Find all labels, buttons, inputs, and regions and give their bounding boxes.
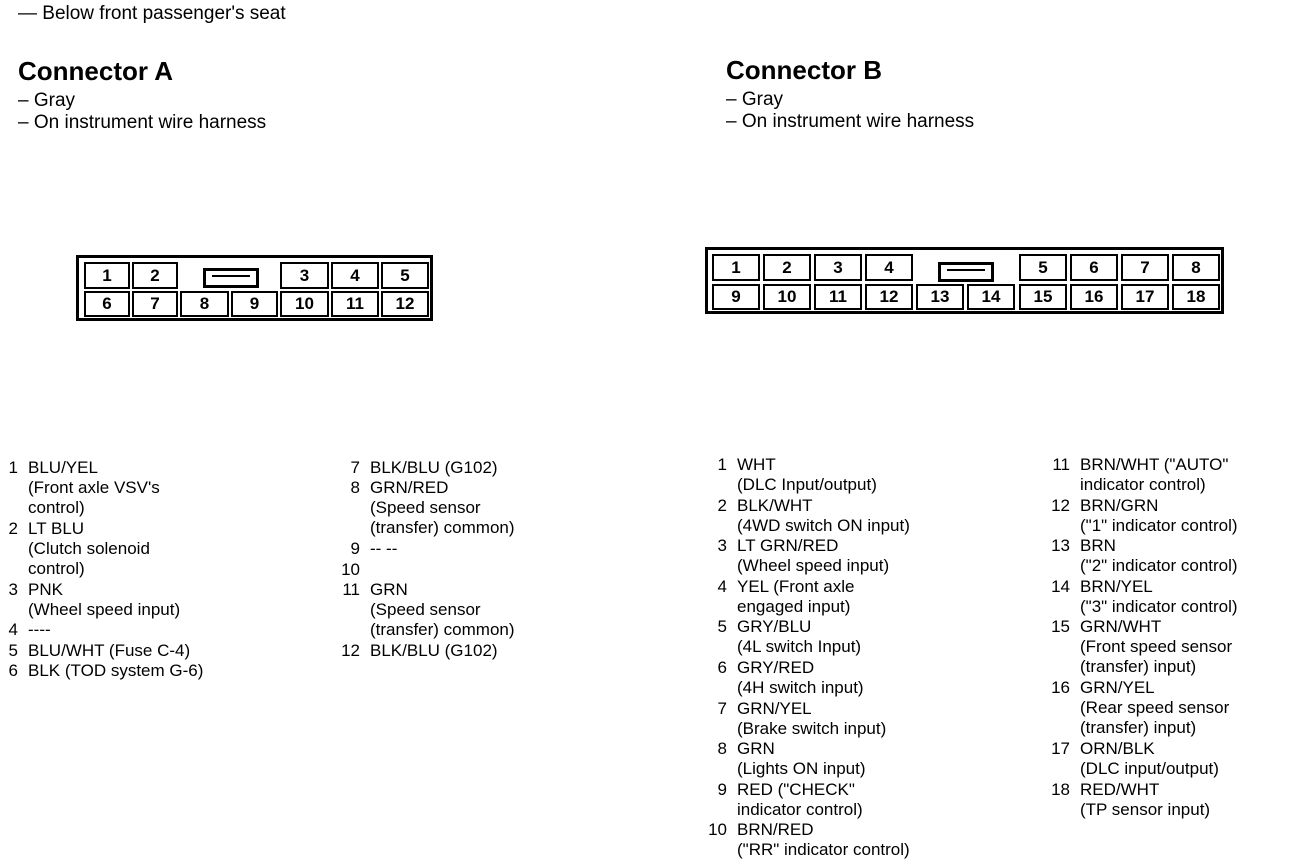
pin-function: (Wheel speed input) [737,556,890,576]
wire-color: RED/WHT [1080,779,1160,799]
wire-color: BRN/WHT ("AUTO" [1080,455,1229,474]
wire-color: GRN [370,579,408,599]
pin-number: 8 [350,478,360,498]
wire-color: ORN/BLK [1080,739,1155,759]
wire-color: PNK [28,579,63,599]
connector-a-pin-3: 3 [280,262,329,289]
pin-function: (transfer) common) [370,518,515,538]
pin-number: 5 [8,640,18,660]
wire-color: RED ("CHECK" [737,779,855,799]
wire-color: BLK/WHT [737,495,813,515]
wire-color: BRN/RED [737,820,814,840]
wire-color: GRN/YEL [737,698,812,718]
pin-function: (4WD switch ON input) [737,515,910,535]
wire-color: BRN/YEL [1080,576,1153,596]
connector-a-pin-11: 11 [331,291,379,317]
pin-function: indicator control) [737,799,863,819]
connector-b-pin-6: 6 [1070,254,1118,281]
pin-number: 17 [1051,739,1070,759]
pin-number: 1 [8,458,18,477]
connector-b-pin-4: 4 [865,254,913,281]
connector-a-pin-2: 2 [132,262,178,289]
wire-color: LT GRN/RED [737,536,839,556]
connector-a-pin-1: 1 [84,262,130,289]
connector-b-pin-2: 2 [763,254,811,281]
wire-color: BLK/BLU (G102) [370,640,498,660]
pin-number: 4 [8,620,18,640]
pin-number: 3 [8,579,18,599]
pin-function: (DLC input/output) [1080,759,1219,779]
connector-a-pin-12: 12 [381,291,429,317]
pin-number: 16 [1051,678,1070,698]
connector-b-pin-9: 9 [712,284,760,310]
connector-b-pin-8: 8 [1172,254,1220,281]
connector-b-diagram [705,247,1224,314]
pin-number: 3 [717,536,727,556]
pin-number: 2 [717,495,727,515]
connector-b-pin-5: 5 [1019,254,1067,281]
connector-a-pin-4: 4 [331,262,379,289]
pin-number: 7 [717,698,727,718]
wire-color: BLU/WHT (Fuse C-4) [28,640,191,660]
pin-function: (DLC Input/output) [737,475,877,494]
pin-number: 10 [341,559,360,579]
connector-b-location: – On instrument wire harness [726,111,975,132]
pin-number: 10 [708,820,727,840]
pin-function: (4H switch input) [737,678,864,697]
pin-number: 2 [8,518,18,538]
pin-number: 12 [1051,495,1070,515]
wire-color: BLU/YEL [28,458,98,477]
wire-color: YEL (Front axle [737,576,855,596]
pin-function: ("RR" indicator control) [737,840,910,860]
pin-number: 5 [717,617,727,637]
connector-a-pin-8: 8 [180,291,229,317]
connector-b-pin-1: 1 [712,254,760,281]
connector-a-latch [203,268,259,288]
connector-b-pin-14: 14 [967,284,1015,310]
connector-b-pin-11: 11 [814,284,862,310]
pin-function: (Brake switch input) [737,718,887,738]
wire-color: GRN [737,739,775,759]
connector-a-pin-10: 10 [280,291,329,317]
pin-number: 6 [8,661,18,680]
connector-b-pin-3: 3 [814,254,862,281]
pin-number: 14 [1051,576,1070,596]
pin-function: (transfer) input) [1080,657,1197,677]
connector-b-color: – Gray [726,89,784,110]
pin-function: control) [28,558,85,578]
pin-number: 15 [1051,617,1070,637]
wire-color: BLK (TOD system G-6) [28,661,204,680]
wire-color: ---- [28,620,51,640]
connector-b-pin-12: 12 [865,284,913,310]
connector-a-pin-9: 9 [231,291,278,317]
pin-function: control) [28,498,85,517]
top-note: — Below front passenger's seat [18,3,286,24]
pin-function: (Rear speed sensor [1080,698,1230,718]
wire-color: GRY/BLU [737,617,812,637]
pin-number: 8 [717,739,727,759]
pin-function: (Lights ON input) [737,759,866,779]
connector-a-title: Connector A [18,56,174,86]
connector-b-pin-18: 18 [1172,284,1220,310]
pin-function: ("3" indicator control) [1080,596,1238,616]
connector-b-latch [938,262,994,282]
pin-function: (TP sensor input) [1080,799,1211,819]
connector-a-diagram [76,255,433,321]
wire-color: BRN/GRN [1080,495,1159,515]
wire-color: GRN/WHT [1080,617,1162,637]
connector-a-pin-5: 5 [381,262,429,289]
pin-function: indicator control) [1080,475,1206,494]
connector-b-pin-13: 13 [916,284,964,310]
pin-number: 9 [717,779,727,799]
connector-a-color: – Gray [18,90,76,111]
pin-number: 1 [717,455,727,474]
pin-function: (transfer) common) [370,619,515,639]
pin-function: (Clutch solenoid [28,538,150,558]
wire-color: -- -- [370,539,398,559]
pin-number: 7 [350,458,360,477]
pin-function: (transfer) input) [1080,718,1197,738]
pin-function: (Front axle VSV's [28,478,160,497]
wire-color: WHT [737,455,776,474]
pin-number: 12 [341,640,360,660]
pin-function: (Speed sensor [370,498,481,518]
pin-number: 9 [350,539,360,559]
pin-number: 4 [717,576,727,596]
wire-color: GRY/RED [737,658,815,677]
pin-number: 11 [342,579,360,599]
pin-number: 18 [1051,779,1070,799]
pin-function: (Front speed sensor [1080,637,1233,657]
connector-b-title: Connector B [726,55,882,85]
pin-function: engaged input) [737,596,851,616]
pin-number: 11 [1052,455,1070,474]
pin-function: ("2" indicator control) [1080,556,1238,576]
connector-b-pin-17: 17 [1121,284,1169,310]
wire-color: LT BLU [28,518,85,538]
connector-a-location: – On instrument wire harness [18,112,267,133]
pin-number: 13 [1051,536,1070,556]
pin-function: (Wheel speed input) [28,599,181,619]
connector-b-pin-7: 7 [1121,254,1169,281]
connector-a-pin-6: 6 [84,291,130,317]
wire-color: GRN/YEL [1080,678,1155,698]
connector-a-pin-7: 7 [132,291,178,317]
pin-function: ("1" indicator control) [1080,515,1238,535]
pin-number: 6 [717,658,727,677]
connector-b-pin-16: 16 [1070,284,1118,310]
wire-color: GRN/RED [370,478,449,498]
wire-color: BLK/BLU (G102) [370,458,498,477]
connector-b-pin-15: 15 [1019,284,1067,310]
wire-color: BRN [1080,536,1116,556]
pin-function: (4L switch Input) [737,637,862,657]
pin-function: (Speed sensor [370,599,481,619]
connector-b-pin-10: 10 [763,284,811,310]
